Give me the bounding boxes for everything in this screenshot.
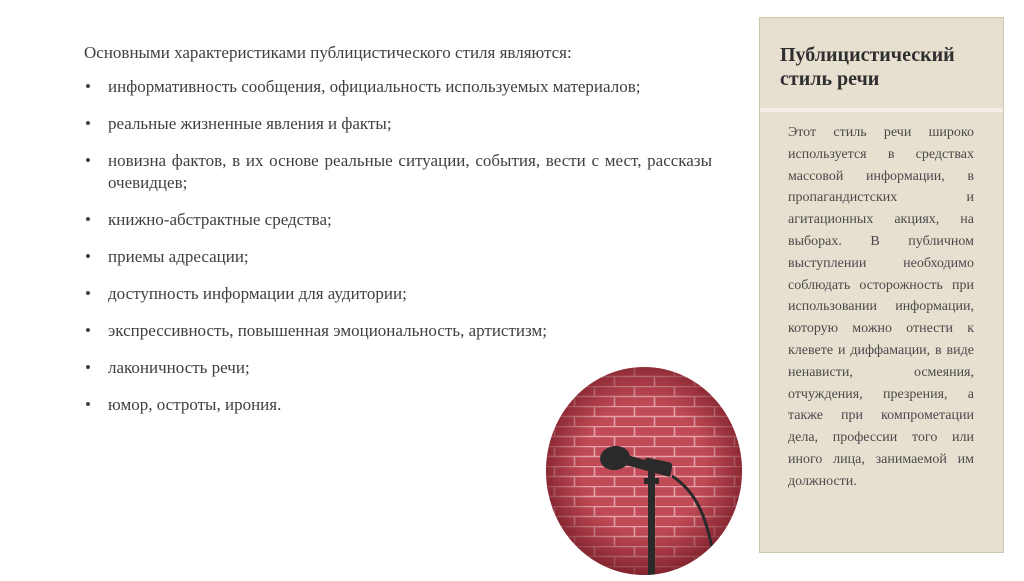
list-item	[84, 150, 712, 194]
bullet-icon: •	[85, 114, 91, 133]
bullet-icon: •	[85, 210, 91, 229]
list-item	[84, 283, 712, 305]
list-item	[84, 246, 712, 268]
list-item-text: новизна фактов, в их основе реальные ситуации, события, вести с мест, рассказы очевидцев;	[108, 151, 712, 192]
bullet-icon: •	[85, 321, 91, 340]
list-item-text: информативность сообщения, официальность используемых материалов;	[108, 77, 641, 96]
list-item-text: книжно-абстрактные средства;	[108, 210, 332, 229]
list-item-text: реальные жизненные явления и факты;	[108, 114, 392, 133]
sidebar-panel	[759, 17, 1004, 553]
bullet-icon: •	[85, 151, 91, 170]
list-item-text: экспрессивность, повышенная эмоциональность, артистизм;	[108, 321, 547, 340]
sidebar-title: Публицистический стиль речи	[780, 44, 955, 90]
list-item	[84, 209, 712, 231]
list-item	[84, 76, 712, 98]
intro-text: Основными характеристиками публицистического стиля являются:	[84, 43, 572, 62]
microphone-illustration	[544, 366, 744, 576]
microphone-brick-spotlight-icon	[544, 366, 744, 576]
list-item-text: доступность информации для аудитории;	[108, 284, 407, 303]
list-item	[84, 113, 712, 135]
characteristics-list	[84, 76, 712, 416]
bullet-icon: •	[85, 284, 91, 303]
sidebar-body: Этот стиль речи широко используется в средствах массовой информации, в пропагандистских и агитационных акциях, на выборах. В публичном выступлении необходимо соблюдать осторожность при использовании информации, которую можно отнести к клевете и диффамации, в виде ненависти, осмеяния, отчуждения, презрения, а также при компрометации дела, профессии того или иного лица, занимаемой им должности.	[788, 125, 974, 489]
bullet-icon: •	[85, 77, 91, 96]
sidebar-divider	[760, 108, 1003, 112]
bullet-icon: •	[85, 247, 91, 266]
list-item	[84, 320, 712, 342]
list-item-text: юмор, остроты, ирония.	[108, 395, 282, 414]
bullet-icon: •	[85, 358, 91, 377]
bullet-icon: •	[85, 395, 91, 414]
list-item-text: лаконичность речи;	[108, 358, 250, 377]
list-item-text: приемы адресации;	[108, 247, 249, 266]
